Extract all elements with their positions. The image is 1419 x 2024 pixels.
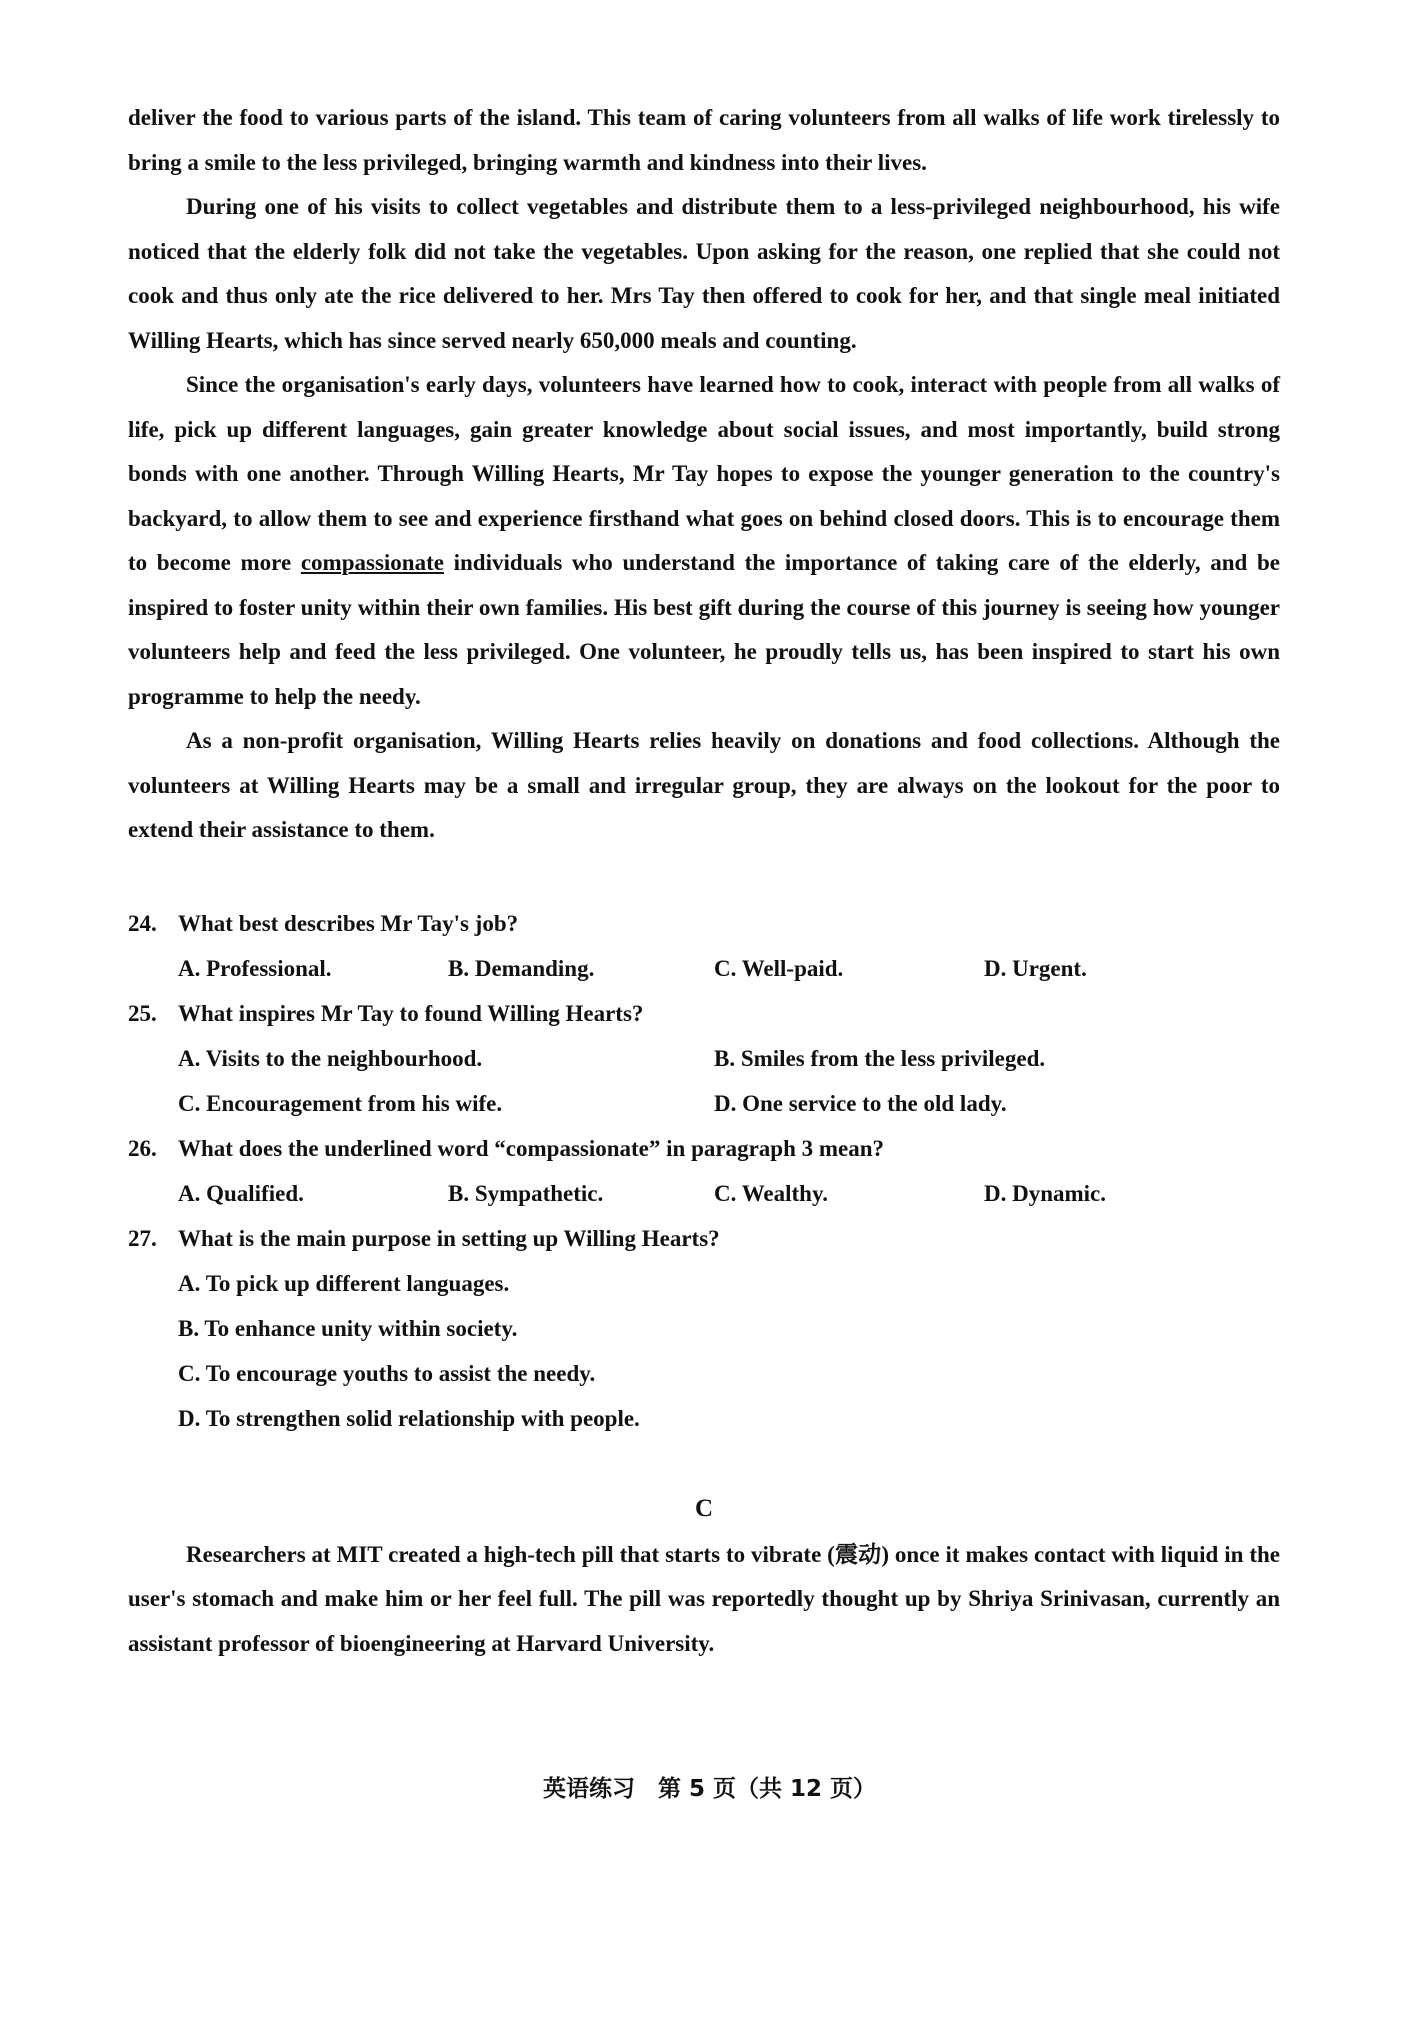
option-d[interactable]: D. One service to the old lady. [714, 1090, 1007, 1116]
option-b[interactable]: B. To enhance unity within society. [178, 1315, 518, 1341]
option-b[interactable]: B. Sympathetic. [448, 1180, 604, 1206]
passage-b-paragraph-3 [128, 363, 1280, 719]
question-text: What inspires Mr Tay to found Willing Hearts? [178, 1000, 644, 1026]
option-a[interactable]: A. Professional. [178, 955, 332, 981]
exam-page [128, 96, 1280, 1666]
question-number: 26. [128, 1135, 157, 1161]
question-26 [128, 1126, 1280, 1171]
question-number: 25. [128, 1000, 157, 1026]
question-25-options-row-1 [128, 1036, 1280, 1081]
question-text: What does the underlined word “compassionate” in paragraph 3 mean? [178, 1135, 885, 1161]
passage-b-paragraph-1: deliver the food to various parts of the island. This team of caring volunteers from all walks of life work tirelessly to bring a smile to the less privileged, bringing warmth and kindness into their lives. [128, 105, 1280, 175]
question-text: What is the main purpose in setting up Willing Hearts? [178, 1225, 720, 1251]
underlined-word: compassionate [300, 550, 444, 575]
page-footer: 英语练习 第 5 页（共 12 页） [542, 1776, 877, 1802]
option-b[interactable]: B. Demanding. [448, 955, 595, 981]
p3-text-after: individuals who understand the importance of taking care of the elderly, and be inspired to foster unity within their own families. His best gift during the course of this journey is seeing how younger volunteers help and feed the less privileged. One volunteer, he proudly tells us, has been inspired to start his own programme to help the needy. [128, 550, 1280, 709]
question-number: 24. [128, 910, 157, 936]
option-d[interactable]: D. Urgent. [984, 955, 1087, 981]
option-a[interactable]: A. Qualified. [178, 1180, 304, 1206]
p3-text-before: Since the organisation's early days, volunteers have learned how to cook, interact with people from all walks of life, pick up different languages, gain greater knowledge about social issues, and most importantly, build strong bonds with one another. Through Willing Hearts, Mr Tay hopes to expose the younger generation to the country's backyard, to allow them to see and experience firsthand what goes on behind closed doors. This is to encourage them to become more [128, 372, 1280, 575]
question-26-options [128, 1171, 1280, 1216]
question-24-options [128, 946, 1280, 991]
option-a[interactable]: A. To pick up different languages. [178, 1270, 510, 1296]
option-b[interactable]: B. Smiles from the less privileged. [714, 1045, 1046, 1071]
question-text: What best describes Mr Tay's job? [178, 910, 519, 936]
question-27 [128, 1216, 1280, 1261]
option-d[interactable]: D. Dynamic. [984, 1180, 1107, 1206]
section-c-paragraph-1: Researchers at MIT created a high-tech pill that starts to vibrate (震动) once it makes contact with liquid in the user's stomach and make him or her feel full. The pill was reportedly thought up by Shriya Srinivasan, currently an assistant professor of bioengineering at Harvard University. [128, 1541, 1280, 1656]
questions-section [128, 901, 1280, 1441]
question-24 [128, 901, 1280, 946]
option-a[interactable]: A. Visits to the neighbourhood. [178, 1045, 483, 1071]
section-c-heading: C [694, 1494, 714, 1522]
question-number: 27. [128, 1225, 157, 1251]
question-25-options-row-2 [128, 1081, 1280, 1126]
option-d[interactable]: D. To strengthen solid relationship with people. [178, 1405, 640, 1431]
option-c[interactable]: C. To encourage youths to assist the needy. [178, 1360, 596, 1386]
passage-b-paragraph-4: As a non-profit organisation, Willing Hearts relies heavily on donations and food collections. Although the volunteers at Willing Hearts may be a small and irregular group, they are always on the lookout for the poor to extend their assistance to them. [128, 728, 1280, 842]
question-25 [128, 991, 1280, 1036]
option-c[interactable]: C. Well-paid. [714, 955, 844, 981]
option-c[interactable]: C. Encouragement from his wife. [178, 1090, 503, 1116]
option-c[interactable]: C. Wealthy. [714, 1180, 828, 1206]
passage-b-paragraph-2: During one of his visits to collect vegetables and distribute them to a less-privileged neighbourhood, his wife noticed that the elderly folk did not take the vegetables. Upon asking for the reason, one replied that she could not cook and thus only ate the rice delivered to her. Mrs Tay then offered to cook for her, and that single meal initiated Willing Hearts, which has since served nearly 650,000 meals and counting. [128, 194, 1280, 353]
